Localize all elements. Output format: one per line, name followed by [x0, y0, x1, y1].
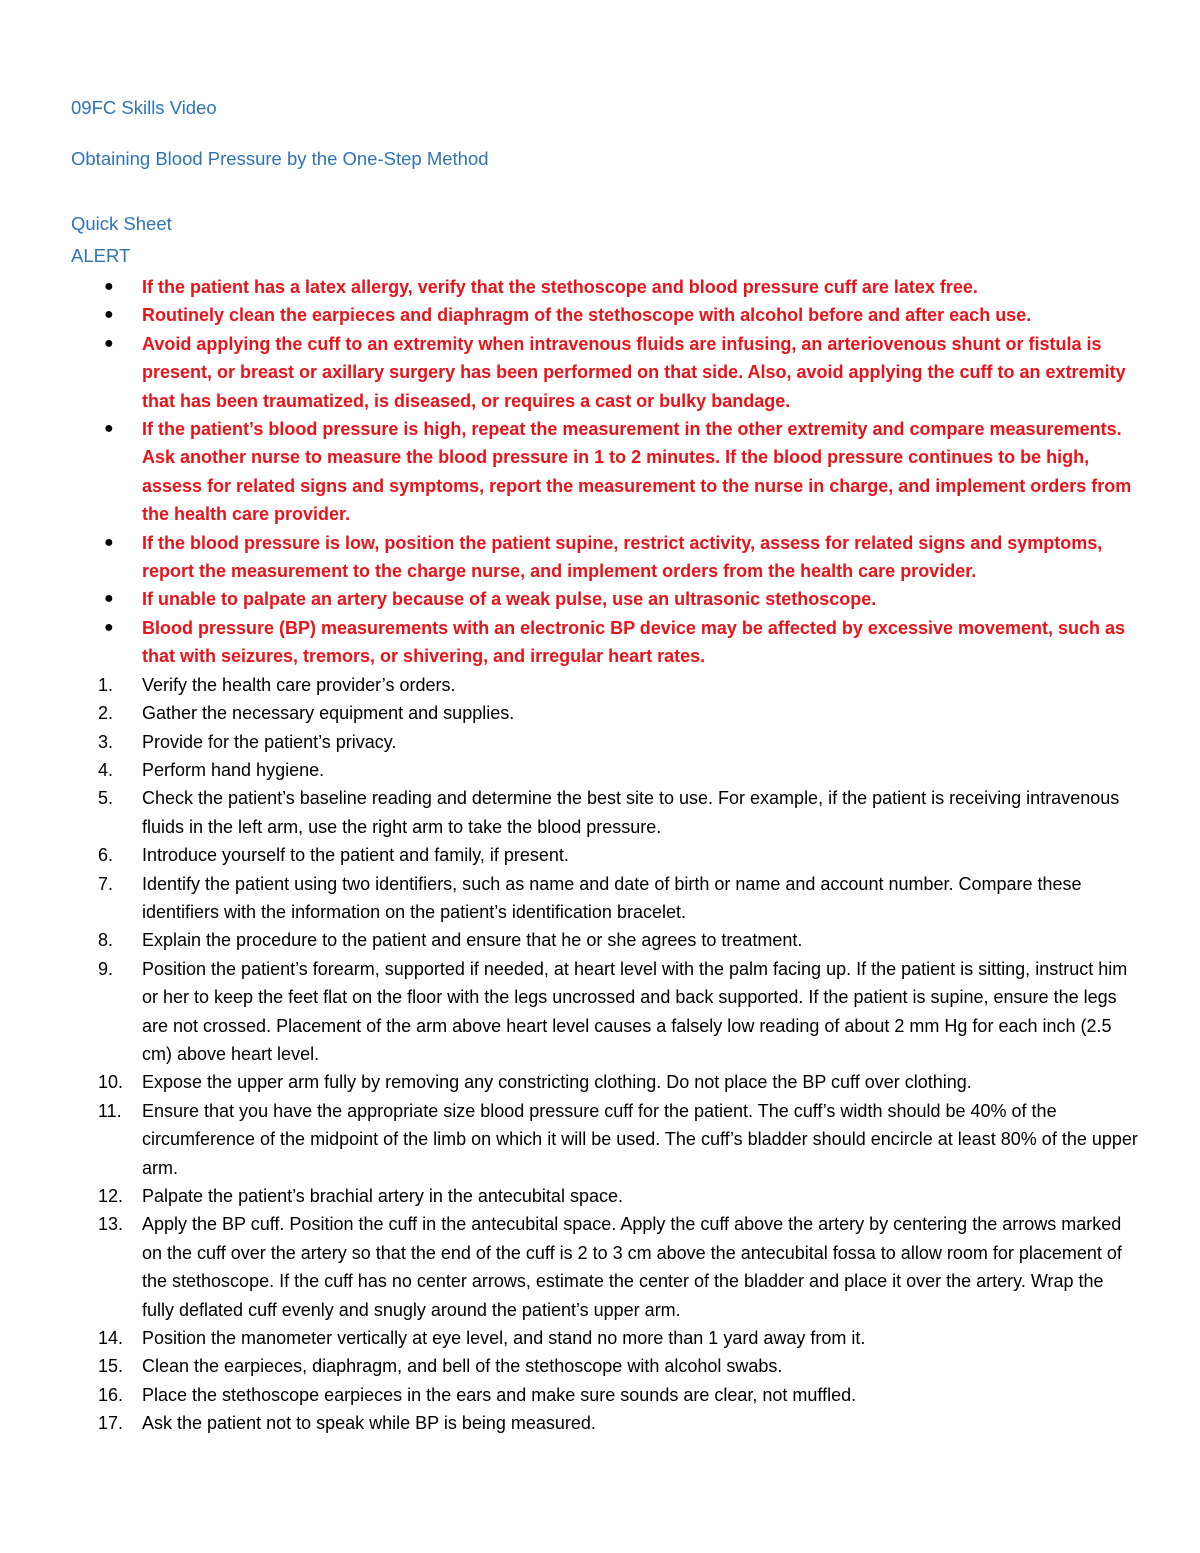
step-item [100, 1097, 1140, 1182]
step-text: Check the patient’s baseline reading and determine the best site to use. For example, if the patient is receiving intravenous fluids in the left arm, use the right arm to take the blood pressure. [142, 788, 1120, 837]
document-subtitle: Obtaining Blood Pressure by the One-Step Method [71, 148, 489, 169]
step-text: Gather the necessary equipment and supplies. [142, 703, 515, 724]
step-text: Identify the patient using two identifiers, such as name and date of birth or name and account number. Compare these identifiers with the information on the patient’s identification bracelet. [142, 873, 1082, 922]
step-text: Verify the health care provider’s orders. [142, 674, 456, 695]
step-number: 14. [98, 1328, 124, 1349]
step-number: 9. [98, 958, 114, 979]
document-body [100, 273, 1140, 1438]
step-item [100, 870, 1140, 927]
step-number: 15. [98, 1356, 124, 1377]
step-item [100, 1210, 1140, 1324]
bullet-icon: ● [104, 420, 114, 438]
step-item [100, 926, 1140, 954]
alert-item [100, 273, 1140, 301]
step-item [100, 1068, 1140, 1096]
step-text: Ensure that you have the appropriate size blood pressure cuff for the patient. The cuff’s width should be 40% of the circumference of the midpoint of the limb on which it will be used. The cuff’s bladder should encircle at least 80% of the upper arm. [142, 1100, 1138, 1178]
step-text: Introduce yourself to the patient and family, if present. [142, 845, 569, 866]
step-text: Position the manometer vertically at eye level, and stand no more than 1 yard away from it. [142, 1328, 866, 1349]
alert-item [100, 330, 1140, 415]
step-item [100, 955, 1140, 1069]
bullet-icon: ● [104, 533, 114, 551]
step-text: Explain the procedure to the patient and ensure that he or she agrees to treatment. [142, 930, 803, 951]
step-item [100, 1352, 1140, 1380]
step-item [100, 756, 1140, 784]
step-item [100, 1381, 1140, 1409]
step-number: 4. [98, 759, 114, 780]
step-number: 7. [98, 873, 114, 894]
alert-item [100, 301, 1140, 329]
step-text: Position the patient’s forearm, supported if needed, at heart level with the palm facing up. If the patient is sitting, instruct him or her to keep the feet flat on the floor with the legs uncrossed and back supported. If the patient is supine, ensure the legs are not crossed. Placement of the arm above heart level causes a falsely low reading of about 2 mm Hg for each inch (2.5 cm) above heart level. [142, 958, 1128, 1064]
step-item [100, 784, 1140, 841]
step-text: Provide for the patient’s privacy. [142, 731, 397, 752]
bullet-icon: ● [104, 618, 114, 636]
step-text: Perform hand hygiene. [142, 759, 325, 780]
bullet-icon: ● [104, 590, 114, 608]
alert-item [100, 415, 1140, 529]
step-number: 10. [98, 1072, 124, 1093]
step-item [100, 1182, 1140, 1210]
step-text: Clean the earpieces, diaphragm, and bell of the stethoscope with alcohol swabs. [142, 1356, 783, 1377]
alert-heading: ALERT [71, 245, 131, 266]
alert-item [100, 585, 1140, 613]
alert-text: If the blood pressure is low, position the patient supine, restrict activity, assess for related signs and symptoms, report the measurement to the charge nurse, and implement orders from the health care provider. [142, 532, 1103, 582]
alert-text: Avoid applying the cuff to an extremity when intravenous fluids are infusing, an arteriovenous shunt or fistula is present, or breast or axillary surgery has been performed on that side. Also, avoid applying the cuff to an extremity that has been traumatized, is diseased, or requires a cast or bulky bandage. [142, 333, 1126, 411]
document-title: 09FC Skills Video [71, 97, 217, 118]
step-item [100, 841, 1140, 869]
step-number: 16. [98, 1384, 124, 1405]
step-number: 1. [98, 674, 114, 695]
alert-text: If the patient has a latex allergy, verify that the stethoscope and blood pressure cuff are latex free. [142, 277, 978, 297]
step-number: 17. [98, 1413, 124, 1434]
section-heading: Quick Sheet [71, 213, 172, 234]
alert-item [100, 614, 1140, 671]
step-text: Apply the BP cuff. Position the cuff in the antecubital space. Apply the cuff above the artery by centering the arrows marked on the cuff over the artery so that the end of the cuff is 2 to 3 cm above the antecubital fossa to allow room for placement of the stethoscope. If the cuff has no center arrows, estimate the center of the bladder and place it over the artery. Wrap the fully deflated cuff evenly and snugly around the patient’s upper arm. [142, 1214, 1122, 1320]
step-number: 13. [98, 1214, 124, 1235]
alert-text: If the patient’s blood pressure is high, repeat the measurement in the other extremity and compare measurements. Ask another nurse to measure the blood pressure in 1 to 2 minutes. If the blood pressure continues to be high, assess for related signs and symptoms, report the measurement to the nurse in charge, and implement orders from the health care provider. [142, 419, 1132, 525]
alert-list [100, 273, 1140, 671]
bullet-icon: ● [104, 306, 114, 324]
step-text: Place the stethoscope earpieces in the ears and make sure sounds are clear, not muffled. [142, 1384, 857, 1405]
step-number: 2. [98, 703, 114, 724]
step-number: 11. [98, 1100, 122, 1121]
step-text: Expose the upper arm fully by removing any constricting clothing. Do not place the BP cuff over clothing. [142, 1072, 972, 1093]
step-number: 8. [98, 930, 114, 951]
step-number: 5. [98, 788, 114, 809]
step-item [100, 728, 1140, 756]
step-item [100, 671, 1140, 699]
alert-text: Routinely clean the earpieces and diaphragm of the stethoscope with alcohol before and after each use. [142, 305, 1032, 326]
alert-text: Blood pressure (BP) measurements with an electronic BP device may be affected by excessive movement, such as that with seizures, tremors, or shivering, and irregular heart rates. [142, 617, 1126, 667]
step-text: Palpate the patient’s brachial artery in the antecubital space. [142, 1186, 623, 1206]
step-item [100, 1324, 1140, 1352]
alert-text: If unable to palpate an artery because of a weak pulse, use an ultrasonic stethoscope. [142, 589, 877, 610]
step-text: Ask the patient not to speak while BP is being measured. [142, 1413, 596, 1434]
step-number: 6. [98, 845, 114, 866]
step-number: 12. [98, 1186, 124, 1206]
alert-item [100, 529, 1140, 586]
step-number: 3. [98, 731, 114, 752]
step-item [100, 699, 1140, 727]
step-item [100, 1409, 1140, 1437]
bullet-icon: ● [104, 334, 114, 352]
procedure-steps [100, 671, 1140, 1438]
bullet-icon: ● [104, 278, 114, 295]
